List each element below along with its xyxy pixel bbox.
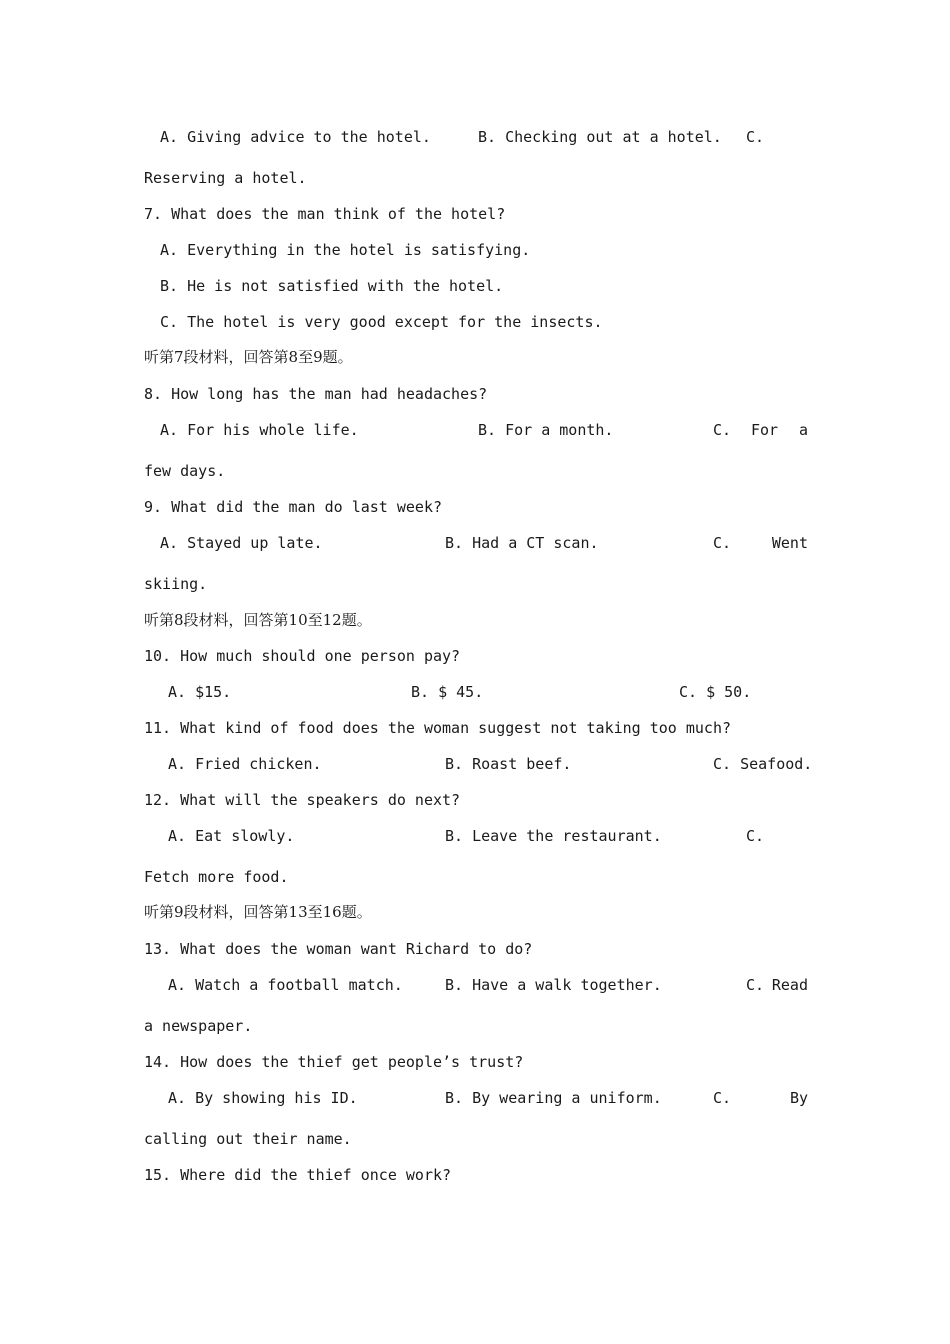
q7-question: 7. What does the man think of the hotel? [144,205,506,223]
q14-question: 14. How does the thief get people’s trust? [144,1053,524,1071]
q8-option-b: B. For a month. [478,421,614,439]
q13-option-b: B. Have a walk together. [445,976,662,994]
q14-option-a: A. By showing his ID. [168,1089,358,1107]
q12-options-row [168,826,808,846]
q11-option-c: C. Seafood. [713,755,813,773]
q14-option-c-word1: By [789,1089,808,1107]
section-heading-7: 听第7段材料，回答第8至9题。 [144,348,353,366]
q10-option-c: C. $ 50. [679,683,752,701]
q12-option-c-marker: C. [746,827,765,845]
q10-options-row [168,682,808,702]
q8-options-row [160,420,808,440]
q12-option-c-text: Fetch more food. [144,868,289,886]
q13-question: 13. What does the woman want Richard to do? [144,940,533,958]
q9-question: 9. What did the man do last week? [144,498,443,516]
q9-option-a: A. Stayed up late. [160,534,323,552]
q7-option-a: A. Everything in the hotel is satisfying. [160,241,531,259]
q6-option-c-text: Reserving a hotel. [144,169,307,187]
q13-option-c-marker: C. [746,976,765,994]
q8-option-c-word1: For [751,421,779,439]
q11-option-a: A. Fried chicken. [168,755,322,773]
q14-option-b: B. By wearing a uniform. [445,1089,662,1107]
q8-option-c-marker: C. [713,421,732,439]
q7-option-b: B. He is not satisfied with the hotel. [160,277,504,295]
q9-option-c-word1: Went [771,534,808,552]
section-heading-8: 听第8段材料，回答第10至12题。 [144,611,372,629]
q13-options-row [168,975,808,995]
q8-option-a: A. For his whole life. [160,421,359,439]
q14-options-row [168,1088,808,1108]
q11-question: 11. What kind of food does the woman suggest not taking too much? [144,719,731,737]
q6-option-b: B. Checking out at a hotel. [478,128,722,146]
section-heading-9: 听第9段材料，回答第13至16题。 [144,903,372,921]
q8-option-c-word2: a [798,421,808,439]
q14-option-c-text: calling out their name. [144,1130,352,1148]
q9-options-row [160,533,808,553]
q6-options-row [160,127,808,147]
q12-option-b: B. Leave the restaurant. [445,827,662,845]
q11-option-b: B. Roast beef. [445,755,572,773]
q8-question: 8. How long has the man had headaches? [144,385,488,403]
q12-option-a: A. Eat slowly. [168,827,295,845]
q10-option-b: B. $ 45. [411,683,484,701]
q9-option-c-marker: C. [713,534,732,552]
q6-option-a: A. Giving advice to the hotel. [160,128,431,146]
q8-option-c-text: few days. [144,462,226,480]
q13-option-c-text: a newspaper. [144,1017,253,1035]
q14-option-c-marker: C. [713,1089,732,1107]
q12-question: 12. What will the speakers do next? [144,791,461,809]
q9-option-c-text: skiing. [144,575,208,593]
q13-option-c-word1: Read [771,976,808,994]
q15-question: 15. Where did the thief once work? [144,1166,452,1184]
q10-question: 10. How much should one person pay? [144,647,461,665]
q7-option-c: C. The hotel is very good except for the insects. [160,313,603,331]
q10-option-a: A. $15. [168,683,232,701]
q11-options-row [168,754,813,774]
q6-option-c-marker: C. [746,128,765,146]
q13-option-a: A. Watch a football match. [168,976,403,994]
q9-option-b: B. Had a CT scan. [445,534,599,552]
